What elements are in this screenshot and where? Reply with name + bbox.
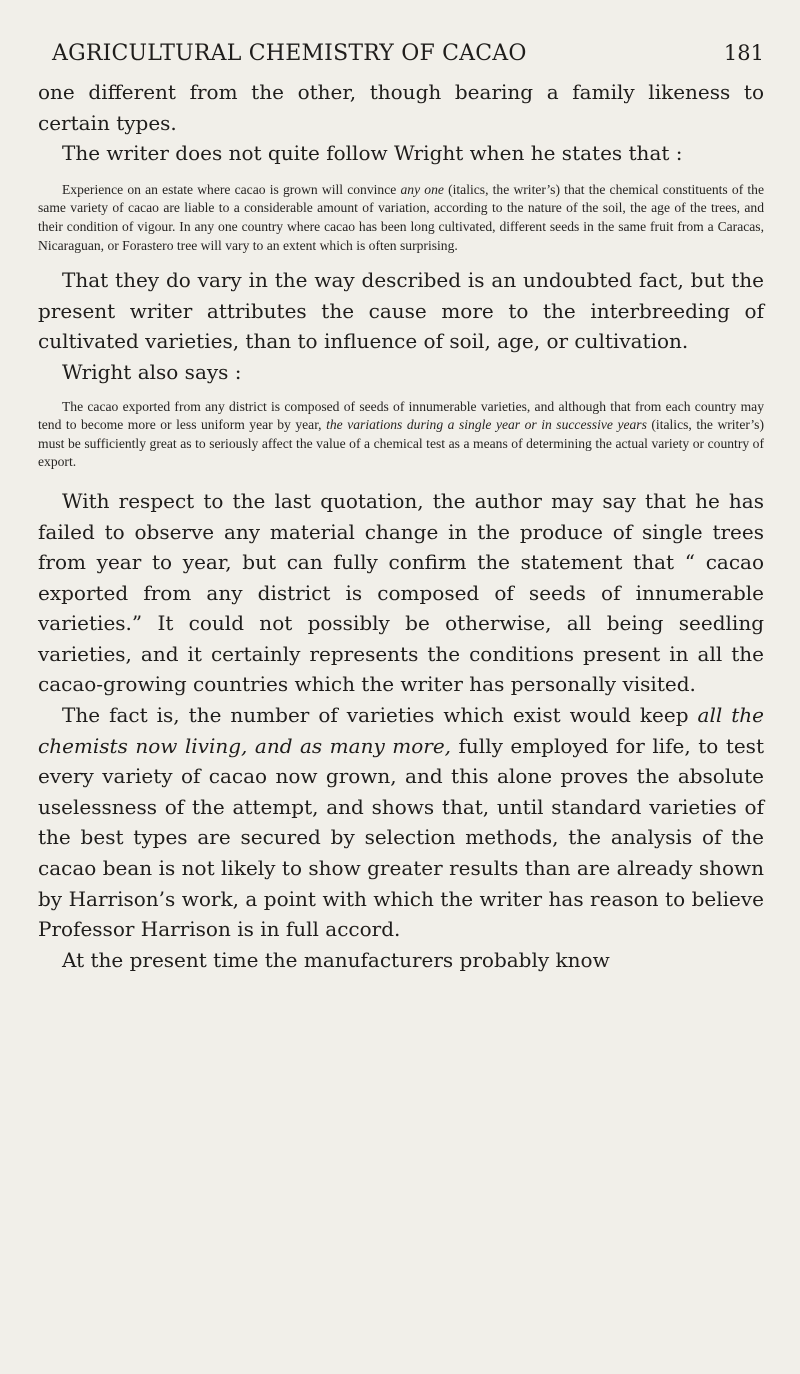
quote-text: The cacao exported from any district is composed of seeds of innumerable varieties, and although that from each country may tend to become more or less uniform year by year, (38, 398, 764, 433)
running-title: AGRICULTURAL CHEMISTRY OF CACAO (52, 41, 527, 66)
quote-italic: the variations during a single year or in successive years (326, 417, 647, 433)
paragraph-last-quotation: With respect to the last quotation, the author may say that he has failed to observe any material change in the produce of single trees from year to year, but can fully confirm the statement that “ cacao exported from any district is composed of seeds of innumerable varieties.” It could not possibly be otherwise, all being seedling varieties, and it certainly represents the conditions present in all the cacao-growing countries which the writer has personally visited. (38, 488, 764, 697)
paragraph-continuation: one different from the other, though bearing a family likeness to certain types. (38, 80, 764, 135)
page-number: 181 (723, 41, 764, 65)
paragraph-undoubted-fact: That they do vary in the way described is an undoubted fact, but the present writer attributes the cause more to the interbreeding of cultivated varieties, than to influence of soil, age, or cultivation. (38, 268, 764, 354)
block-quote-cacao-exported (38, 398, 764, 472)
paragraph-wright-states: The writer does not quite follow Wright when he states that : (62, 141, 683, 166)
paragraph-manufacturers: At the present time the manufacturers probably know (62, 947, 610, 972)
quote-text: (italics, the writer’s) that the chemical constituents of the same variety of cacao are liable to a considerable amount of variation, according to the nature of the soil, the age of the trees, and their condition of vigour. In any one country where cacao has been long cultivated, different seeds in the same fruit from a Caracas, Nicaraguan, or Forastero tree will vary to an extent which is often surprising. (38, 181, 765, 253)
paragraph-number-of-varieties (38, 700, 764, 945)
quote-text: (italics, the writer’s) must be sufficiently great as to seriously affect the value of a chemical test as a means of determining the actual variety or country of export. (38, 417, 764, 470)
block-quote-experience (38, 181, 764, 255)
running-head (38, 38, 764, 69)
paragraph-italic: all the chemists now living, and as many more, (38, 703, 764, 758)
paragraph-text: fully employed for life, to test every variety of cacao now grown, and this alone proves the absolute uselessness of the attempt, and shows that, until standard varieties of the best types are secured by selection methods, the analysis of the cacao bean is not likely to show greater results than are already shown by Harrison’s work, a point with which the writer has reason to believe Professor Harrison is in full accord. (38, 733, 764, 942)
paragraph-wright-also-says: Wright also says : (62, 359, 242, 384)
quote-text: Experience on an estate where cacao is grown will convince (62, 181, 401, 197)
paragraph-text: The fact is, the number of varieties which exist would keep (62, 703, 698, 728)
quote-italic: any one (400, 181, 444, 197)
